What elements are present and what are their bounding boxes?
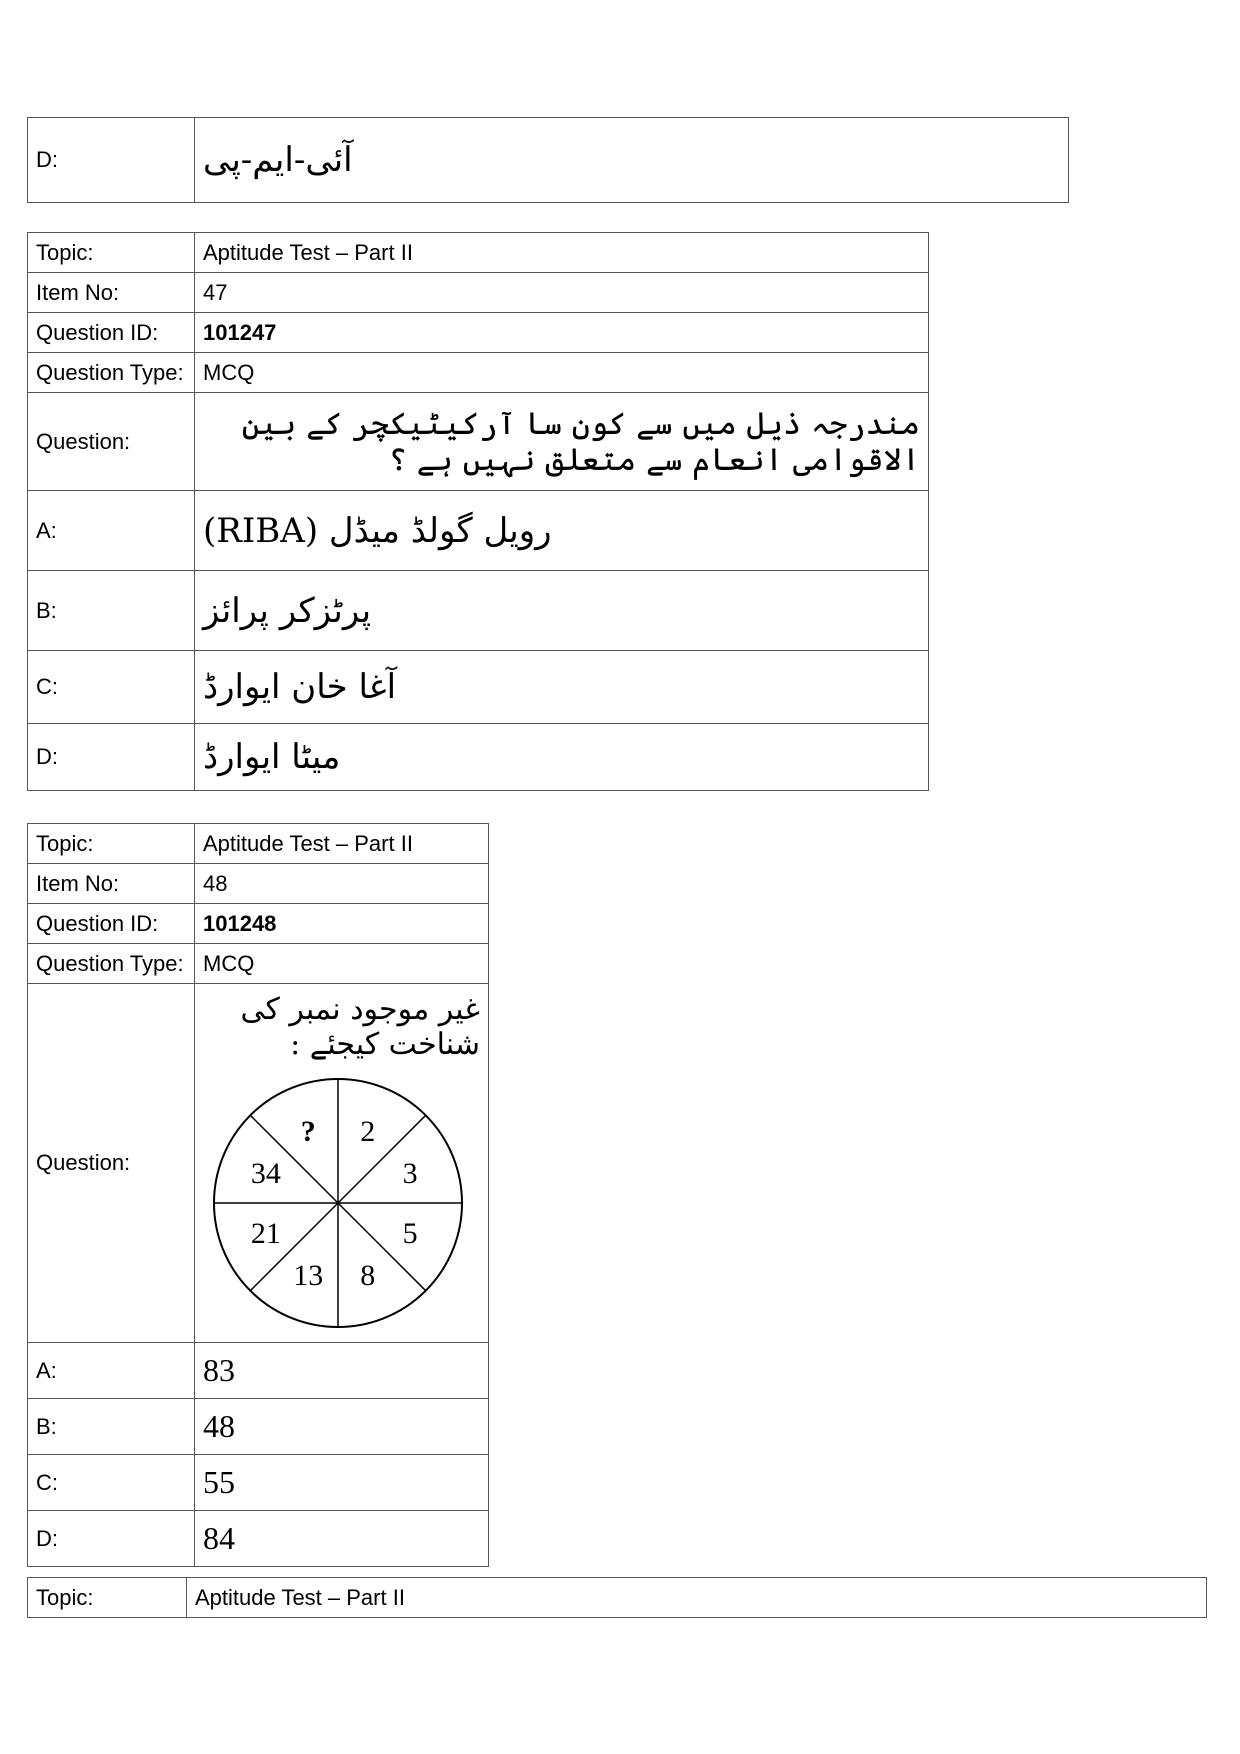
option-b-label: B: <box>28 1399 195 1455</box>
option-b-value: پرٹزکر پرائز <box>203 590 372 631</box>
question-cell <box>195 984 489 1343</box>
topic-label: Topic: <box>28 824 195 864</box>
item-row <box>28 273 929 313</box>
number-wheel <box>203 1068 473 1328</box>
option-a-label: A: <box>28 1343 195 1399</box>
wheel-number: 34 <box>250 1157 281 1191</box>
option-b-text <box>195 571 929 651</box>
option-b-text: 48 <box>195 1399 489 1455</box>
option-b-row <box>28 571 929 651</box>
qtype-label: Question Type: <box>28 944 195 984</box>
wheel-number: 5 <box>402 1216 418 1250</box>
option-c-text: 55 <box>195 1455 489 1511</box>
option-a-row <box>28 491 929 571</box>
option-d-label: D: <box>28 1511 195 1567</box>
option-text <box>195 118 1069 203</box>
topic-value: Aptitude Test – Part II <box>195 233 929 273</box>
option-a-row <box>28 1343 489 1399</box>
question-row <box>28 393 929 491</box>
option-c-label: C: <box>28 1455 195 1511</box>
option-d-text <box>195 724 929 791</box>
question-table-next <box>27 1577 1207 1618</box>
topic-row <box>28 1578 1207 1618</box>
option-b-label: B: <box>28 571 195 651</box>
option-a-label: A: <box>28 491 195 571</box>
question-table-47 <box>27 232 929 791</box>
wheel-number: 3 <box>402 1157 418 1191</box>
wheel-number: 8 <box>360 1259 376 1293</box>
topic-value: Aptitude Test – Part II <box>187 1578 1207 1618</box>
option-c-label: C: <box>28 651 195 724</box>
item-label: Item No: <box>28 864 195 904</box>
qtype-value: MCQ <box>195 944 489 984</box>
option-d-value: میٹا ایوارڈ <box>203 737 341 777</box>
item-value: 48 <box>195 864 489 904</box>
question-label: Question: <box>28 393 195 491</box>
qid-label: Question ID: <box>28 313 195 353</box>
wheel-number: 2 <box>360 1114 376 1148</box>
qtype-row <box>28 353 929 393</box>
option-d-row <box>28 118 1069 203</box>
topic-label: Topic: <box>28 233 195 273</box>
qid-value: 101247 <box>195 313 929 353</box>
qid-value: 101248 <box>195 904 489 944</box>
topic-row <box>28 233 929 273</box>
wheel-number: 13 <box>293 1259 324 1293</box>
item-label: Item No: <box>28 273 195 313</box>
option-c-value: آغا خان ایوارڈ <box>203 667 397 707</box>
qid-row <box>28 313 929 353</box>
option-d-text: 84 <box>195 1511 489 1567</box>
option-c-row <box>28 1455 489 1511</box>
option-c-text <box>195 651 929 724</box>
wheel-number: ? <box>300 1114 316 1148</box>
topic-value: Aptitude Test – Part II <box>195 824 489 864</box>
topic-label: Topic: <box>28 1578 187 1618</box>
question-table-48 <box>27 823 489 1567</box>
qtype-row <box>28 944 489 984</box>
item-value: 47 <box>195 273 929 313</box>
option-b-row <box>28 1399 489 1455</box>
option-c-row <box>28 651 929 724</box>
question-text: مندرجہ ذیل میں سے کون سا آرکیٹیکچر کے بین الاقوامی انعام سے متعلق نہیں ہے ؟ <box>195 393 929 491</box>
qid-row <box>28 904 489 944</box>
option-d-row <box>28 724 929 791</box>
wheel-number: 21 <box>250 1216 281 1250</box>
question-row <box>28 984 489 1343</box>
option-d-row <box>28 1511 489 1567</box>
option-d-label: D: <box>28 724 195 791</box>
item-row <box>28 864 489 904</box>
option-a-text <box>195 491 929 571</box>
question-text: غیر موجود نمبر کی شناخت کیجئے : <box>240 992 480 1062</box>
question-label: Question: <box>28 984 195 1343</box>
option-a-value: رویل گولڈ میڈل (RIBA) <box>203 510 552 551</box>
topic-row <box>28 824 489 864</box>
option-a-text: 83 <box>195 1343 489 1399</box>
question-table-prev <box>27 117 1069 203</box>
qtype-label: Question Type: <box>28 353 195 393</box>
option-label: D: <box>28 118 195 203</box>
qtype-value: MCQ <box>195 353 929 393</box>
option-d-text: آئی-ایم-پی <box>203 140 353 180</box>
qid-label: Question ID: <box>28 904 195 944</box>
